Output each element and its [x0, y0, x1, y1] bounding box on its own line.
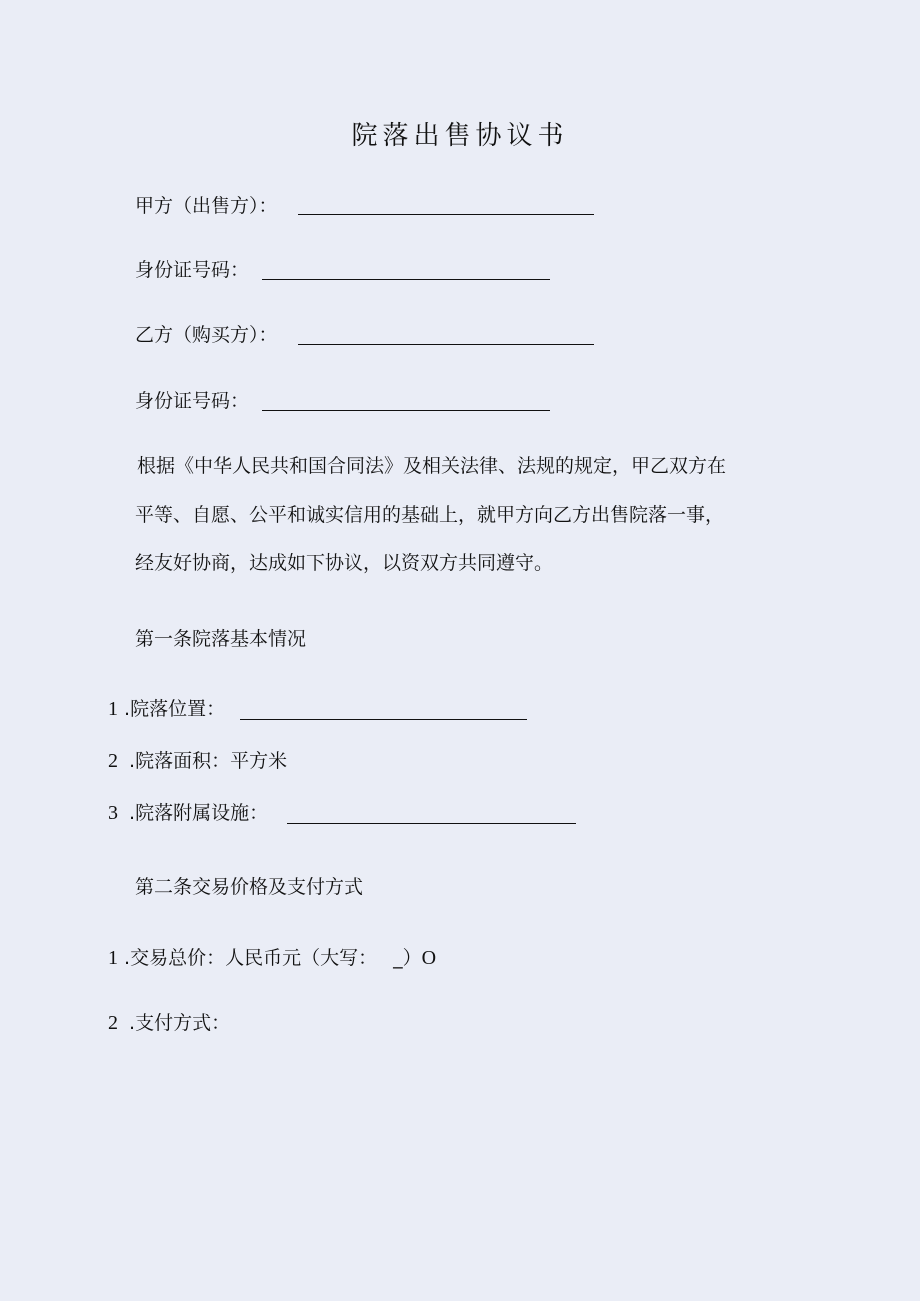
item-label: .院落位置： [124, 698, 226, 720]
item-label: .院落附属设施： [129, 802, 269, 824]
article2-item [108, 1010, 230, 1036]
party-b-id-label: 身份证号码： [135, 390, 250, 412]
amount-blank: _ [393, 947, 403, 969]
article2-heading: 第二条交易价格及支付方式 [135, 876, 364, 898]
article2-item [108, 945, 436, 971]
item-number: 1 [108, 947, 118, 969]
party-a-id-blank [262, 279, 550, 280]
preamble-line: 根据《中华人民共和国合同法》及相关法律、法规的规定，甲乙双方在 [137, 455, 727, 477]
item-number: 3 [108, 802, 118, 824]
facilities-blank [287, 823, 576, 824]
party-b-id-blank [262, 410, 550, 411]
article1-item [108, 696, 225, 722]
party-a-id-label: 身份证号码： [135, 259, 250, 281]
item-number: 2 [108, 1012, 118, 1034]
item-label: .支付方式： [129, 1012, 231, 1034]
document-title: 院落出售协议书 [351, 121, 569, 151]
item-number: 1 [108, 698, 118, 720]
location-blank [240, 719, 527, 720]
article1-item [108, 800, 268, 826]
party-b-label: 乙方（购买方）： [135, 324, 278, 346]
close-paren: ） [402, 947, 422, 969]
preamble-line: 平等、自愿、公平和诚实信用的基础上，就甲方向乙方出售院落一事， [135, 504, 725, 526]
party-b-blank [298, 344, 594, 345]
article1-heading: 第一条院落基本情况 [135, 628, 307, 650]
item-number: 2 [108, 750, 118, 772]
party-a-label: 甲方（出售方）： [135, 195, 278, 217]
preamble-line: 经友好协商，达成如下协议，以资双方共同遵守。 [135, 552, 554, 574]
item-label: .院落面积：平方米 [129, 750, 288, 772]
tail-mark: O [421, 947, 437, 969]
item-label: .交易总价：人民币元（大写： [124, 947, 378, 969]
article1-item [108, 748, 287, 774]
party-a-blank [298, 214, 594, 215]
